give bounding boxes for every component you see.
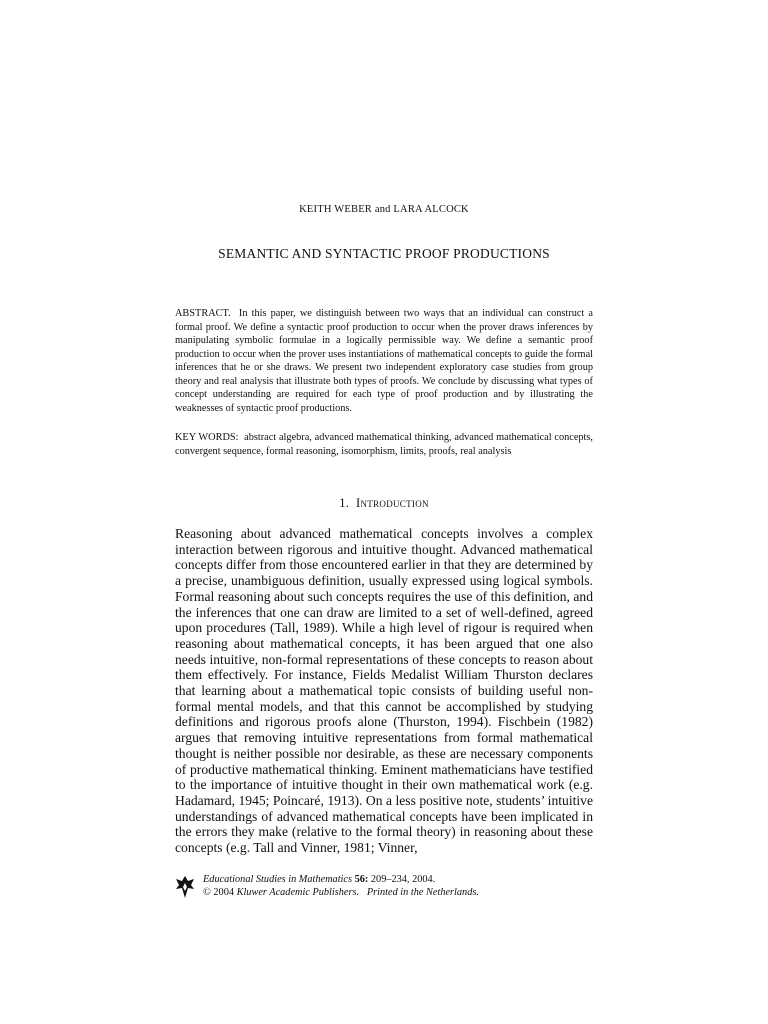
section-number: 1. [339,496,350,510]
section-heading [0,496,768,511]
kluwer-logo-icon [175,875,195,899]
abstract-text: In this paper, we distinguish between two ways that an individual can construct a formal proof. We define a syntactic proof production to occur when the prover draws inferences by manipulating symbolic formulae in a logically permissible way. We define a semantic proof production to occur when the prover uses instantiations of mathematical concepts to guide the formal inferences that he or she draws. We present two independent exploratory case studies from group theory and real analysis that illustrate both types of proofs. We conclude by discussing what types of concept understanding are required for each type of proof production and by illustrating the weaknesses of syntactic proof productions. [175,308,593,414]
journal-volume: 56: [354,874,369,885]
footer-line-2 [203,886,479,899]
abstract-label: ABSTRACT. [175,308,231,319]
keywords-text: abstract algebra, advanced mathematical thinking, advanced mathematical concepts, convergent sequence, formal reasoning, isomorphism, limits, proofs, real analysis [175,432,594,457]
printed-note: Printed in the Netherlands. [366,887,479,898]
section-title: Introduction [356,496,429,510]
abstract [175,307,593,415]
keywords-label: KEY WORDS: [175,432,239,443]
footer-line-1 [203,873,479,886]
journal-pages: 209–234, 2004. [370,874,436,885]
copyright-year: © 2004 [203,887,234,898]
paper-title: SEMANTIC AND SYNTACTIC PROOF PRODUCTIONS [218,246,550,261]
page-footer [175,873,593,903]
keywords [175,431,593,458]
authors: KEITH WEBER and LARA ALCOCK [299,204,469,215]
publisher-name: Kluwer Academic Publishers. [236,887,360,898]
journal-name: Educational Studies in Mathematics [203,874,352,885]
body-paragraph: Reasoning about advanced mathematical concepts involves a complex interaction between rigorous and intuitive thought. Advanced mathematical concepts differ from those encountered earlier in that they are determined by a precise, unambiguous definition, usually expressed using logical symbols. Formal reasoning about such concepts requires the use of this definition, and the inferences that one can draw are limited to a set of well-defined, agreed upon procedures (Tall, 1989). While a high level of rigour is required when reasoning about mathematical concepts, it has been argued that one also needs intuitive, non-formal representations of these concepts to reason about them effectively. For instance, Fields Medalist William Thurston declares that learning about a mathematical topic consists of building useful non-formal mental models, and that this cannot be accomplished by studying definitions and rigorous proofs alone (Thurston, 1994). Fischbein (1982) argues that removing intuitive representations from formal mathematical thought is neither possible nor desirable, as these are necessary components of productive mathematical thinking. Eminent mathematicians have testified to the importance of intuitive thought in their own mathematical work (e.g. Hadamard, 1945; Poincaré, 1913). On a less positive note, students’ intuitive understandings of advanced mathematical concepts have been implicated in the errors they make (relative to the formal theory) in reasoning about these concepts (e.g. Tall and Vinner, 1981; Vinner, [175,526,593,856]
